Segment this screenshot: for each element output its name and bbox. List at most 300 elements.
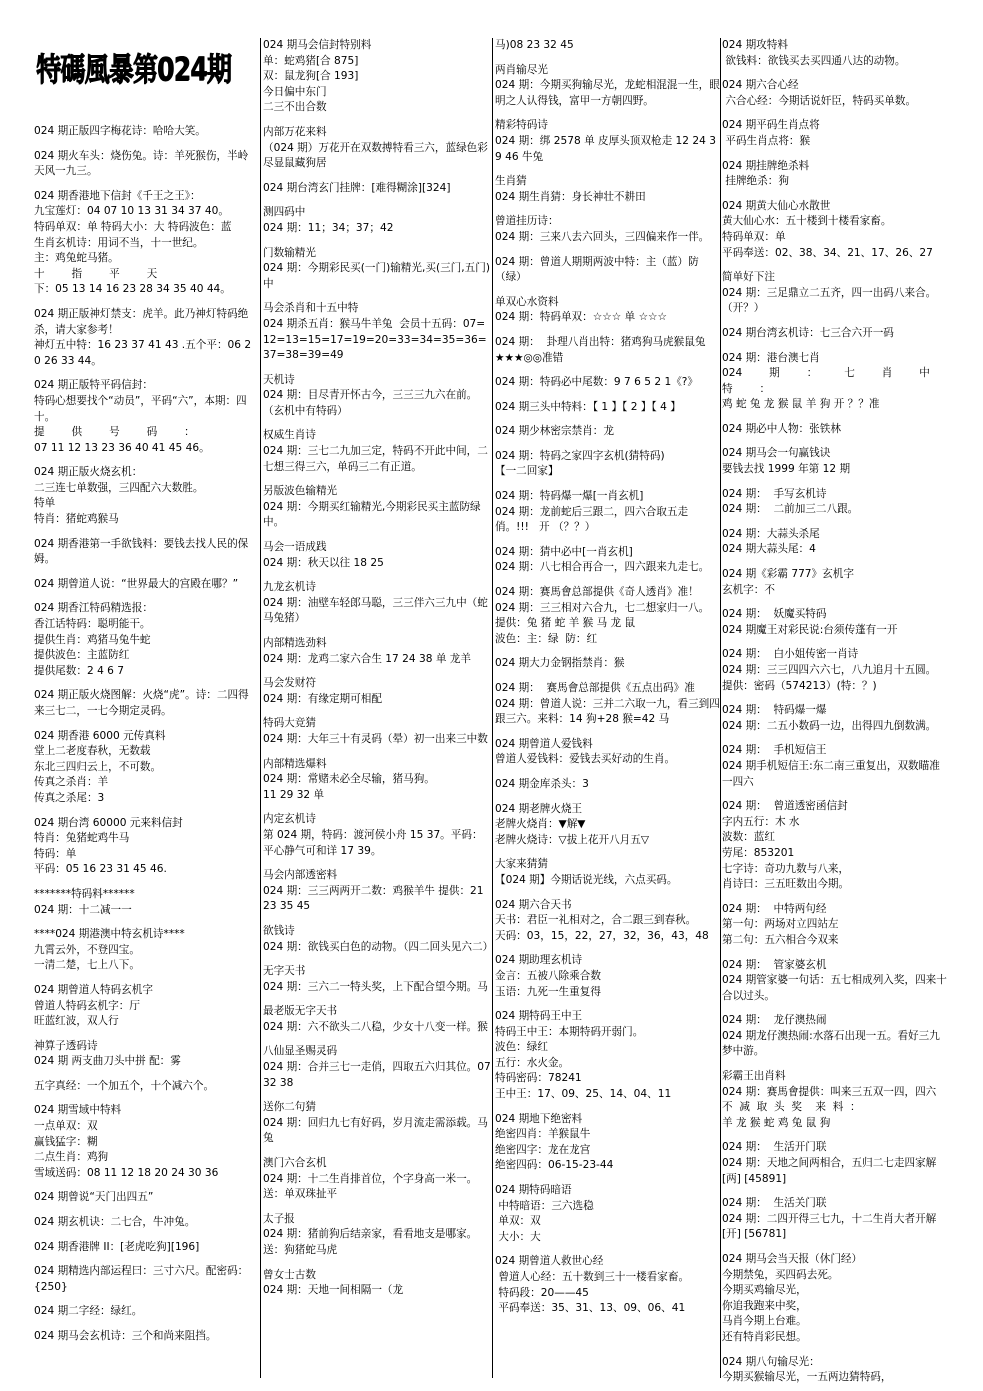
text-line: 马)08 23 32 45 — [495, 39, 574, 51]
text-block — [722, 326, 950, 342]
text-line: 【一二回家】 — [495, 465, 559, 478]
text-line: 内部万花来料 — [263, 125, 327, 138]
text-block — [34, 983, 256, 1030]
text-line: 024 期玄机诀：二七合，牛冲兔。 — [34, 1216, 196, 1229]
text-line: 今期禁兔，买四码去死。 — [722, 1268, 839, 1281]
text-line: 024 期香江特码精选报： — [34, 602, 153, 615]
text-line: 024 期必中人物：张铁林 — [722, 422, 841, 435]
text-block — [34, 189, 256, 298]
text-line: 024 期：港台澳七肖 — [722, 351, 820, 364]
text-line: 天机诗 — [263, 373, 295, 386]
text-line: 024 期香港第一手欲钱料：要钱去找人民的保姆。 — [34, 537, 249, 566]
text-line: 无字天书 — [263, 965, 306, 978]
text-block — [263, 205, 491, 236]
text-block — [34, 1264, 256, 1295]
text-line: 024 期：三来八去六回头，三四偏来作一伴。 — [495, 230, 710, 243]
text-line: 单双心水资料 — [495, 295, 559, 308]
text-line: 024 期：曾道人说：三并二六取一九，看三到四跟三六。来料：14 狗+28 猴=42 马 — [495, 697, 720, 726]
column-4 — [722, 38, 957, 1384]
text-block — [722, 159, 950, 190]
text-block — [495, 295, 720, 326]
text-line: 提供：兔 猪 蛇 羊 猴 马 龙 鼠 — [495, 617, 636, 630]
text-line: 024 期：目尽青开怀古今，三三三九六在前。（玄机中有特码） — [263, 389, 478, 417]
text-line: 024 期：三三四四六六七，八九追月十五圆。 — [722, 664, 937, 676]
text-line: 特码段：20——45 — [495, 1286, 589, 1299]
text-block — [263, 181, 491, 197]
text-block — [263, 964, 491, 995]
column-2 — [263, 38, 495, 1384]
text-line: 024 期： 管家婆玄机 — [722, 958, 827, 971]
text-line: 024 期： 赛馬會总部提供《五点出码》准 — [495, 682, 695, 694]
text-line: 传真之杀尾：3 — [34, 791, 105, 804]
text-line: 024 期： 生活开门联 — [722, 1141, 827, 1154]
text-line: 024 期龙仔澳热闹:水落石出现一五。看好三九梦中游。 — [722, 1029, 940, 1058]
text-block — [722, 422, 950, 438]
text-line: 024 期：常赌未必全尽输，猪马狗。 — [263, 773, 435, 786]
text-line: 024 期： 白小姐传密一肖诗 — [722, 648, 859, 661]
text-line: 特肖：兔猪蛇鸡牛马 — [34, 832, 130, 845]
text-line: 024 期：猪前狗后结亲家，看看地支是哪家。送：狗猪蛇马虎 — [263, 1228, 478, 1256]
text-line: 024 期大力金钢指禁肖：猴 — [495, 657, 625, 670]
text-block — [263, 301, 491, 363]
text-block — [34, 601, 256, 679]
text-line: 024 期地下绝密料 — [495, 1112, 583, 1125]
text-line: 欲钱诗 — [263, 924, 295, 937]
text-line: 八仙显圣赐灵码 — [263, 1045, 338, 1058]
text-line: 024 期生肖猜：身长神壮不耕田 — [495, 190, 646, 203]
text-line: 024 期：欲钱买白色的动物。（四二回头见六二） — [263, 940, 494, 953]
text-line: 024 期二字经：绿红。 — [34, 1305, 143, 1318]
text-line: 提供生肖：鸡猪马兔牛蛇 — [34, 633, 151, 646]
text-block — [263, 428, 491, 475]
text-block — [495, 1009, 720, 1103]
text-line: 024 期台湾 60000 元来料信封 — [34, 816, 183, 829]
text-line: 今期买鸡输尽光， — [722, 1284, 807, 1297]
text-line: 024 期：11；34；37；42 — [263, 221, 394, 234]
text-line: 第 024 期，特码：渡河侯小舟 15 37。平码：平心静气可和详 17 39。 — [263, 828, 483, 857]
text-line: 024 期马会玄机诗：三个和尚来阻挡。 — [34, 1330, 217, 1342]
text-line: 下：05 13 14 16 23 28 34 35 40 44。 — [34, 283, 231, 296]
text-line: 024 期少林密宗禁肖：龙 — [495, 425, 614, 438]
text-line: 024 期马会信封特别料 — [263, 39, 372, 51]
text-line: 024 期：特码爆一爆[一肖玄机] — [495, 490, 644, 503]
text-line: 024 期：猜中必中[一肖玄机] — [495, 545, 633, 558]
text-line: 平码生肖点将：猴 — [722, 134, 811, 147]
text-block — [34, 887, 256, 918]
text-line: 024 期正版特平码信封： — [34, 379, 153, 392]
text-block — [722, 118, 950, 149]
text-line: 最老版无字天书 — [263, 1005, 338, 1018]
text-line: 内部精选爆料 — [263, 757, 327, 770]
text-block — [495, 656, 720, 672]
text-block — [263, 1156, 491, 1203]
text-line: 特单 — [34, 497, 56, 510]
text-block — [34, 1215, 256, 1231]
text-line: 玄机字：不 — [722, 583, 775, 596]
text-block — [495, 802, 720, 849]
text-line: 024 期特码暗语 — [495, 1184, 572, 1197]
text-block — [495, 777, 720, 793]
text-line: 024 期：回归九七有好码，岁月流走需添载。马兔 — [263, 1116, 488, 1145]
text-line: 九宝莲灯：04 07 10 13 31 34 37 40。 — [34, 205, 229, 218]
text-line: 一清二楚，七上八下。 — [34, 959, 140, 972]
text-line: 特码：单 — [34, 847, 77, 860]
text-block — [495, 174, 720, 205]
text-block — [495, 545, 720, 576]
text-line: 024 期：今期买红输精光,今期彩民买主蓝防绿中。 — [263, 500, 481, 529]
text-block — [263, 580, 491, 627]
text-line: 马肖今期上台难。 — [722, 1315, 807, 1328]
text-line: 简单好下注 — [722, 271, 775, 284]
text-line: 送你二句猜 — [263, 1101, 316, 1114]
text-line: 两肖输尽光 — [495, 63, 548, 76]
text-line: 提供波色：主蓝防红 — [34, 649, 130, 662]
text-block — [263, 484, 491, 531]
text-line: 曾道挂历诗： — [495, 215, 559, 228]
text-line: 内定玄机诗 — [263, 813, 316, 826]
text-block — [34, 1039, 256, 1070]
text-block — [263, 636, 491, 667]
text-block — [722, 703, 950, 734]
text-line: 字内五行：木 水 — [722, 815, 800, 828]
text-block — [722, 78, 950, 109]
text-block — [34, 816, 256, 878]
text-line: 024 期：十二减一一 — [34, 903, 132, 916]
text-line: 024 期曾道人说：“世界最大的宫殿在哪？” — [34, 577, 239, 590]
text-line: 024 期台湾玄门挂牌：[难得糊涂][324] — [263, 181, 451, 194]
text-line: 024 期香港地下信封《千王之王》： — [34, 189, 201, 202]
text-line: 特码王中王：本期特码开弱门。 — [495, 1025, 644, 1038]
text-block — [34, 577, 256, 593]
text-block — [34, 149, 256, 180]
text-block — [722, 446, 950, 477]
text-line: 另版波色输精光 — [263, 485, 338, 498]
text-line: 九龙玄机诗 — [263, 581, 316, 594]
text-block — [263, 676, 491, 707]
text-line: 双：鼠龙狗[合 193] — [263, 70, 359, 83]
text-line: 024 期： 卦理八肖出特：猪鸡狗马虎猴鼠兔 — [495, 335, 706, 348]
text-block — [495, 1254, 720, 1316]
text-line: 024 期 两支曲刀头中拼 配：雾 — [34, 1055, 181, 1068]
text-line: 中特暗语：三六选稳 — [495, 1199, 594, 1212]
text-line: 024 期魔王对彩民说:台须传蓬有一开 — [722, 623, 898, 636]
text-line: 024 期：三三两两开二数：鸡猴羊牛 提供：21 23 35 45 — [263, 884, 487, 913]
column-3 — [495, 38, 720, 1384]
text-block — [722, 567, 950, 598]
text-block — [495, 737, 720, 768]
text-line: 024 期：八七相合再合一，四六跟来九走七。 — [495, 561, 710, 574]
text-line: 024 期大蒜头尾：4 — [722, 543, 816, 556]
text-line: 要钱去找 1999 年第 12 期 — [722, 463, 851, 476]
text-line: 024 期马会当天报（休门经） — [722, 1253, 863, 1265]
text-block — [495, 118, 720, 165]
text-block — [34, 1079, 256, 1095]
text-line: 07 11 12 13 23 36 40 41 45 46。 — [34, 441, 210, 454]
text-line: 024 期助理玄机诗 — [495, 954, 583, 967]
text-line: 天码：03，15，22，27，32，36，43，48 — [495, 929, 709, 942]
text-block — [722, 743, 950, 790]
text-line: 024 期：有缘定期可相配 — [263, 692, 382, 705]
text-line: 单双：双 — [495, 1215, 541, 1228]
text-block — [722, 199, 950, 261]
text-line: 特码单双：单 — [722, 230, 786, 243]
text-line: 平码奉送：35、31、13、09、06、41 — [495, 1302, 686, 1315]
text-line: 024 期：六不欲头二八稳，少女十八变一样。猴 — [263, 1020, 488, 1033]
text-line: 024 期曾说“天门出四五” — [34, 1191, 154, 1204]
text-block — [495, 857, 720, 888]
text-line: 024 期： 妖魔买特码 — [722, 608, 827, 621]
text-line: 七字诗：奇功九数与八来， — [722, 862, 850, 875]
text-line: 024 期：绑 2578 单 皮厚头顶双枪走 12 24 39 46 牛兔 — [495, 134, 716, 163]
text-block — [34, 1103, 256, 1181]
text-line: 特码大竞猜 — [263, 717, 316, 730]
text-line: 024 期 ： 七 肖 中 特 ： — [722, 367, 957, 395]
text-block — [495, 38, 720, 54]
text-line: 波色：绿红 — [495, 1041, 548, 1054]
text-line: 特码心想要找个“动员”，平码“六”，本期：四十。 — [34, 394, 247, 423]
text-line: 二点生肖：鸡狗 — [34, 1151, 109, 1164]
text-line: 王中王：17、09、25、14、04、11 — [495, 1088, 672, 1101]
text-line: 曾道人心经：五十数到三十一楼看家畜。 — [495, 1271, 690, 1283]
text-block — [495, 489, 720, 536]
text-line: 玉语：九死一生重复得 — [495, 985, 601, 998]
text-line: 024 期台湾玄机诗：七三合六开一码 — [722, 326, 894, 339]
text-line: 024 期手机短信王:东二南三重复出，双数瞄准一四六 — [722, 759, 940, 788]
text-line: 024 期：大蒜头杀尾 — [722, 527, 820, 540]
text-block — [263, 373, 491, 420]
text-line: 024 期黄大仙心水散世 — [722, 199, 831, 212]
text-line: 024 期平码生肖点将 — [722, 119, 820, 132]
text-block — [722, 799, 950, 893]
text-line: 024 期：三足鼎立二五齐，四一出码八来合。（开？） — [722, 286, 937, 315]
text-line: ****024 期港澳中特玄机诗**** — [34, 928, 185, 941]
text-line: 欲钱料：欲钱买去买四通八达的动物。 — [722, 54, 906, 67]
text-line: 024 期： 手机短信王 — [722, 744, 827, 757]
text-line: ★★★◎◎准错 — [495, 351, 564, 364]
text-line: 平码：05 16 23 31 45 46. — [34, 863, 167, 876]
text-line: 024 期： 龙仔澳热闹 — [722, 1014, 827, 1027]
text-line: 还有特肖彩民想。 — [722, 1330, 807, 1343]
text-block — [495, 375, 720, 391]
column-1 — [34, 124, 256, 1384]
text-line: 今期买猴输尽光，一五两边猜特码， — [722, 1371, 892, 1384]
text-line: 五字真经：一个加五个，十个减六个。 — [34, 1079, 215, 1092]
text-block — [263, 924, 494, 955]
text-line: 024 期： 二前加三二八跟。 — [722, 503, 859, 516]
text-line: 九霄云外，不登四宝。 — [34, 943, 140, 956]
text-line: 神灯五中特：16 23 37 41 43 .五个平：06 20 26 33 44。 — [34, 339, 252, 367]
text-line: 老牌火烧肖：▼解▼ — [495, 818, 586, 831]
text-line: 024 期曾道人爱钱料 — [495, 737, 593, 750]
text-line: 024 期：今期买狗输尽光，龙蛇相混混一生，眼明之人认得钱，富甲一方朝四野。 — [495, 79, 720, 107]
text-line: 五行：水火金。 — [495, 1056, 570, 1069]
text-line: 024 期：赛馬會提供：叫来三五双一四，四六 不 减 取 头 奖 来 料 ： — [722, 1085, 944, 1114]
text-line: 二三不出合数 — [263, 101, 327, 114]
text-block — [263, 38, 491, 116]
text-block — [34, 729, 256, 807]
text-block — [495, 953, 720, 1000]
text-block — [34, 1329, 256, 1345]
text-line: 神算子透码诗 — [34, 1039, 98, 1052]
text-block — [495, 400, 720, 416]
text-line: 二三连七单数强，三四配六大数胜。 — [34, 481, 204, 494]
text-line: 11 29 32 单 — [263, 788, 325, 801]
text-block — [263, 1212, 491, 1259]
text-block — [722, 607, 950, 638]
text-block — [722, 487, 950, 518]
text-line: 权威生肖诗 — [263, 429, 316, 442]
text-line: 六合心经：今期话说奸臣，特码买单数。 — [722, 94, 917, 107]
text-block — [495, 424, 720, 440]
text-block — [34, 1190, 256, 1206]
text-line: 绝密四肖：羊猴鼠牛 — [495, 1128, 591, 1141]
text-line: 024 期金库杀头：3 — [495, 777, 589, 790]
text-line: 旺蓝红波，双人行 — [34, 1015, 119, 1028]
text-block — [722, 1196, 950, 1243]
text-line: 传真之杀肖：羊 — [34, 776, 109, 789]
text-line: *******特码料****** — [34, 887, 135, 900]
text-line: 精彩特码诗 — [495, 119, 548, 132]
text-line: 雪域送码：08 11 12 18 20 24 30 36 — [34, 1166, 219, 1179]
text-block — [722, 958, 950, 1005]
text-line: 024 期：赛馬會总部提供《奇人透肖》准！ — [495, 586, 699, 599]
text-line: 024 期： 生活关门联 — [722, 1197, 827, 1210]
text-line: 马会一语成践 — [263, 541, 327, 554]
text-line: 你追我跑来中奖， — [722, 1299, 807, 1312]
text-line: 024 期：二四开得三七九，十二生肖大者开解 [开] [56781] — [722, 1212, 940, 1241]
text-line: 马会杀肖和十五中特 — [263, 302, 359, 315]
text-block — [34, 124, 256, 140]
text-line: 特码单双：单 特码大小：大 特码波色：蓝 — [34, 220, 232, 233]
text-line: 大家来猜猜 — [495, 858, 548, 871]
text-line: 马会内部透密料 — [263, 869, 338, 882]
text-block — [495, 585, 720, 647]
text-line: 024 期正版四字梅花诗：哈哈大笑。 — [34, 125, 206, 137]
text-line: 024 期：天地一间相隔一（龙 — [263, 1284, 404, 1297]
text-line: 024 期：合并三七一走俏，四取五六归其位。07 32 38 — [263, 1061, 495, 1089]
text-line: 平码奉送：02、38、34、21、17、26、27 — [722, 246, 933, 259]
text-line: 024 期：特码单双：☆☆☆ 单 ☆☆☆ — [495, 311, 668, 324]
text-line: 024 期曾道人救世心经 — [495, 1255, 604, 1268]
text-line: 024 期：今期彩民买(一门)输精光,买(三门,五门)中 — [263, 262, 490, 290]
text-line: 024 期管家婆一句话：五七相成列入奖，四来十合以过头。 — [722, 974, 947, 1002]
text-line: 香江话特码：聪明能干。 — [34, 618, 151, 631]
text-block — [495, 63, 720, 110]
text-block — [722, 1355, 950, 1386]
text-line: 肖诗曰：三五旺数出今期。 — [722, 878, 850, 891]
text-line: 024 期： 中特两句经 — [722, 902, 827, 915]
text-line: 024 期特码王中王 — [495, 1010, 583, 1023]
text-block — [722, 902, 950, 949]
column-divider — [260, 38, 261, 1378]
column-divider — [720, 38, 721, 1378]
text-block — [722, 1013, 950, 1060]
text-line: 提 供 号 码 ： — [34, 426, 195, 439]
page-title: 特碼風暴第024期 — [36, 50, 231, 88]
text-block — [722, 1252, 950, 1346]
text-block — [34, 1240, 256, 1256]
text-line: 黄大仙心水：五十楼到十楼看家畜。 — [722, 215, 892, 228]
text-line: 024 期：油壁车轻郎马聪，三三伴六三九中（蛇马兔猪） — [263, 596, 488, 625]
text-line: 024 期六合天书 — [495, 898, 572, 911]
text-line: 024 期正版火烧图解：火烧“虎”。诗：二四得来三七二，一七今期定灵码。 — [34, 689, 249, 717]
text-line: 东北三四归云上，不可数。 — [34, 760, 162, 773]
text-line: 今日偏中东门 — [263, 85, 327, 98]
text-line: 绝密四字：龙在龙宫 — [495, 1143, 591, 1156]
text-block — [263, 868, 491, 915]
text-line: 024 期正版火烧玄机： — [34, 466, 143, 479]
text-line: 劳尾：853201 — [722, 846, 795, 859]
text-block — [263, 1100, 491, 1147]
text-line: 024 期：三七二九加三定，特码不开此中间，二七想三得三六，单码三二有正道。 — [263, 445, 488, 473]
text-line: 曾女士古数 — [263, 1268, 316, 1281]
text-line: 绝密四码：06-15-23-44 — [495, 1159, 614, 1172]
text-line: 024 期：二五小数码一边，出得四九倒数满。 — [722, 719, 937, 732]
text-line: 提供：密码（574213）(特：？) — [722, 679, 877, 692]
text-line: 024 期挂牌绝杀料 — [722, 159, 810, 172]
text-line: 太子报 — [263, 1212, 295, 1225]
text-line: 主：鸡兔蛇马猪。 — [34, 252, 119, 265]
text-line: 024 期《彩霸 777》玄机字 — [722, 568, 854, 581]
text-block — [263, 1044, 495, 1091]
text-line: 024 期正版神灯禁支：虎羊。此乃神灯特码绝杀，请大家参考！ — [34, 307, 249, 336]
text-line: 波色：主：绿 防：红 — [495, 632, 598, 645]
text-line: 024 期精选内部运程曰：三寸六尺。配密码：{250} — [34, 1265, 249, 1293]
text-block — [34, 688, 256, 719]
text-line: 生肖猜 — [495, 175, 527, 188]
text-block — [722, 527, 950, 558]
text-line: 024 期香港牌 II：[老虎吃狗][196] — [34, 1240, 200, 1253]
text-block — [722, 270, 950, 317]
text-block — [263, 540, 491, 571]
text-line: 特肖：猪蛇鸡猴马 — [34, 513, 119, 526]
text-block — [495, 681, 720, 728]
text-line: 【024 期】今期话说光线，六点买码。 — [495, 873, 678, 886]
text-line: 生肖玄机诗：用词不当，十一世纪。 — [34, 236, 204, 249]
text-line: 024 期杀五肖：猴马牛羊兔 会员十五码：07=12=13=15=17=19=20=33=34=35=36=37=38=39=49 — [263, 317, 487, 362]
text-line: （024 期）万花开在双数搏特看三六，蓝绿色彩尽显鼠藏狗居 — [263, 141, 488, 170]
text-line: 测四码中 — [263, 206, 306, 219]
text-block — [495, 1112, 720, 1174]
text-line: 门数输精光 — [263, 246, 316, 259]
text-line: 024 期曾道人特码玄机字 — [34, 983, 153, 996]
text-block — [34, 465, 256, 527]
text-line: 金言：五被八除乘合数 — [495, 969, 601, 982]
text-block — [263, 1268, 491, 1299]
text-line: 内部精选劲料 — [263, 637, 327, 649]
text-line: 024 期攻特料 — [722, 39, 788, 51]
text-block — [495, 255, 720, 286]
text-line: 024 期： 特码爆一爆 — [722, 704, 827, 717]
text-line: 024 期三头中特料：【 1 】【 2 】【 4 】 — [495, 400, 681, 413]
text-block — [495, 335, 720, 366]
text-line: 024 期：大年三十有灵码（晕）初一出来三中数 — [263, 732, 488, 745]
text-line: 澳门六合玄机 — [263, 1157, 327, 1170]
text-block — [495, 214, 720, 245]
text-line: 马会发财符 — [263, 677, 316, 690]
text-line: 024 期：特码之家四字玄机(猜特码) — [495, 449, 665, 462]
text-line: 堂上二老度春秋，无数载 — [34, 745, 151, 758]
text-line: 曾道人特码玄机字：厅 — [34, 999, 140, 1012]
text-block — [263, 757, 491, 804]
text-block — [263, 246, 491, 293]
text-line: 024 期火车头：烧伤兔。诗：羊死猴伤，半岭天风一九三。 — [34, 149, 249, 178]
text-block — [495, 449, 720, 480]
text-line: 024 期： 曾道透密函信封 — [722, 800, 848, 813]
text-line: 024 期老牌火烧王 — [495, 802, 583, 815]
text-line: 特码密码：78241 — [495, 1072, 582, 1085]
text-line: 024 期：龙前蛇后三跟二，四六合取五走俏。!!! 开 （？？） — [495, 505, 689, 534]
